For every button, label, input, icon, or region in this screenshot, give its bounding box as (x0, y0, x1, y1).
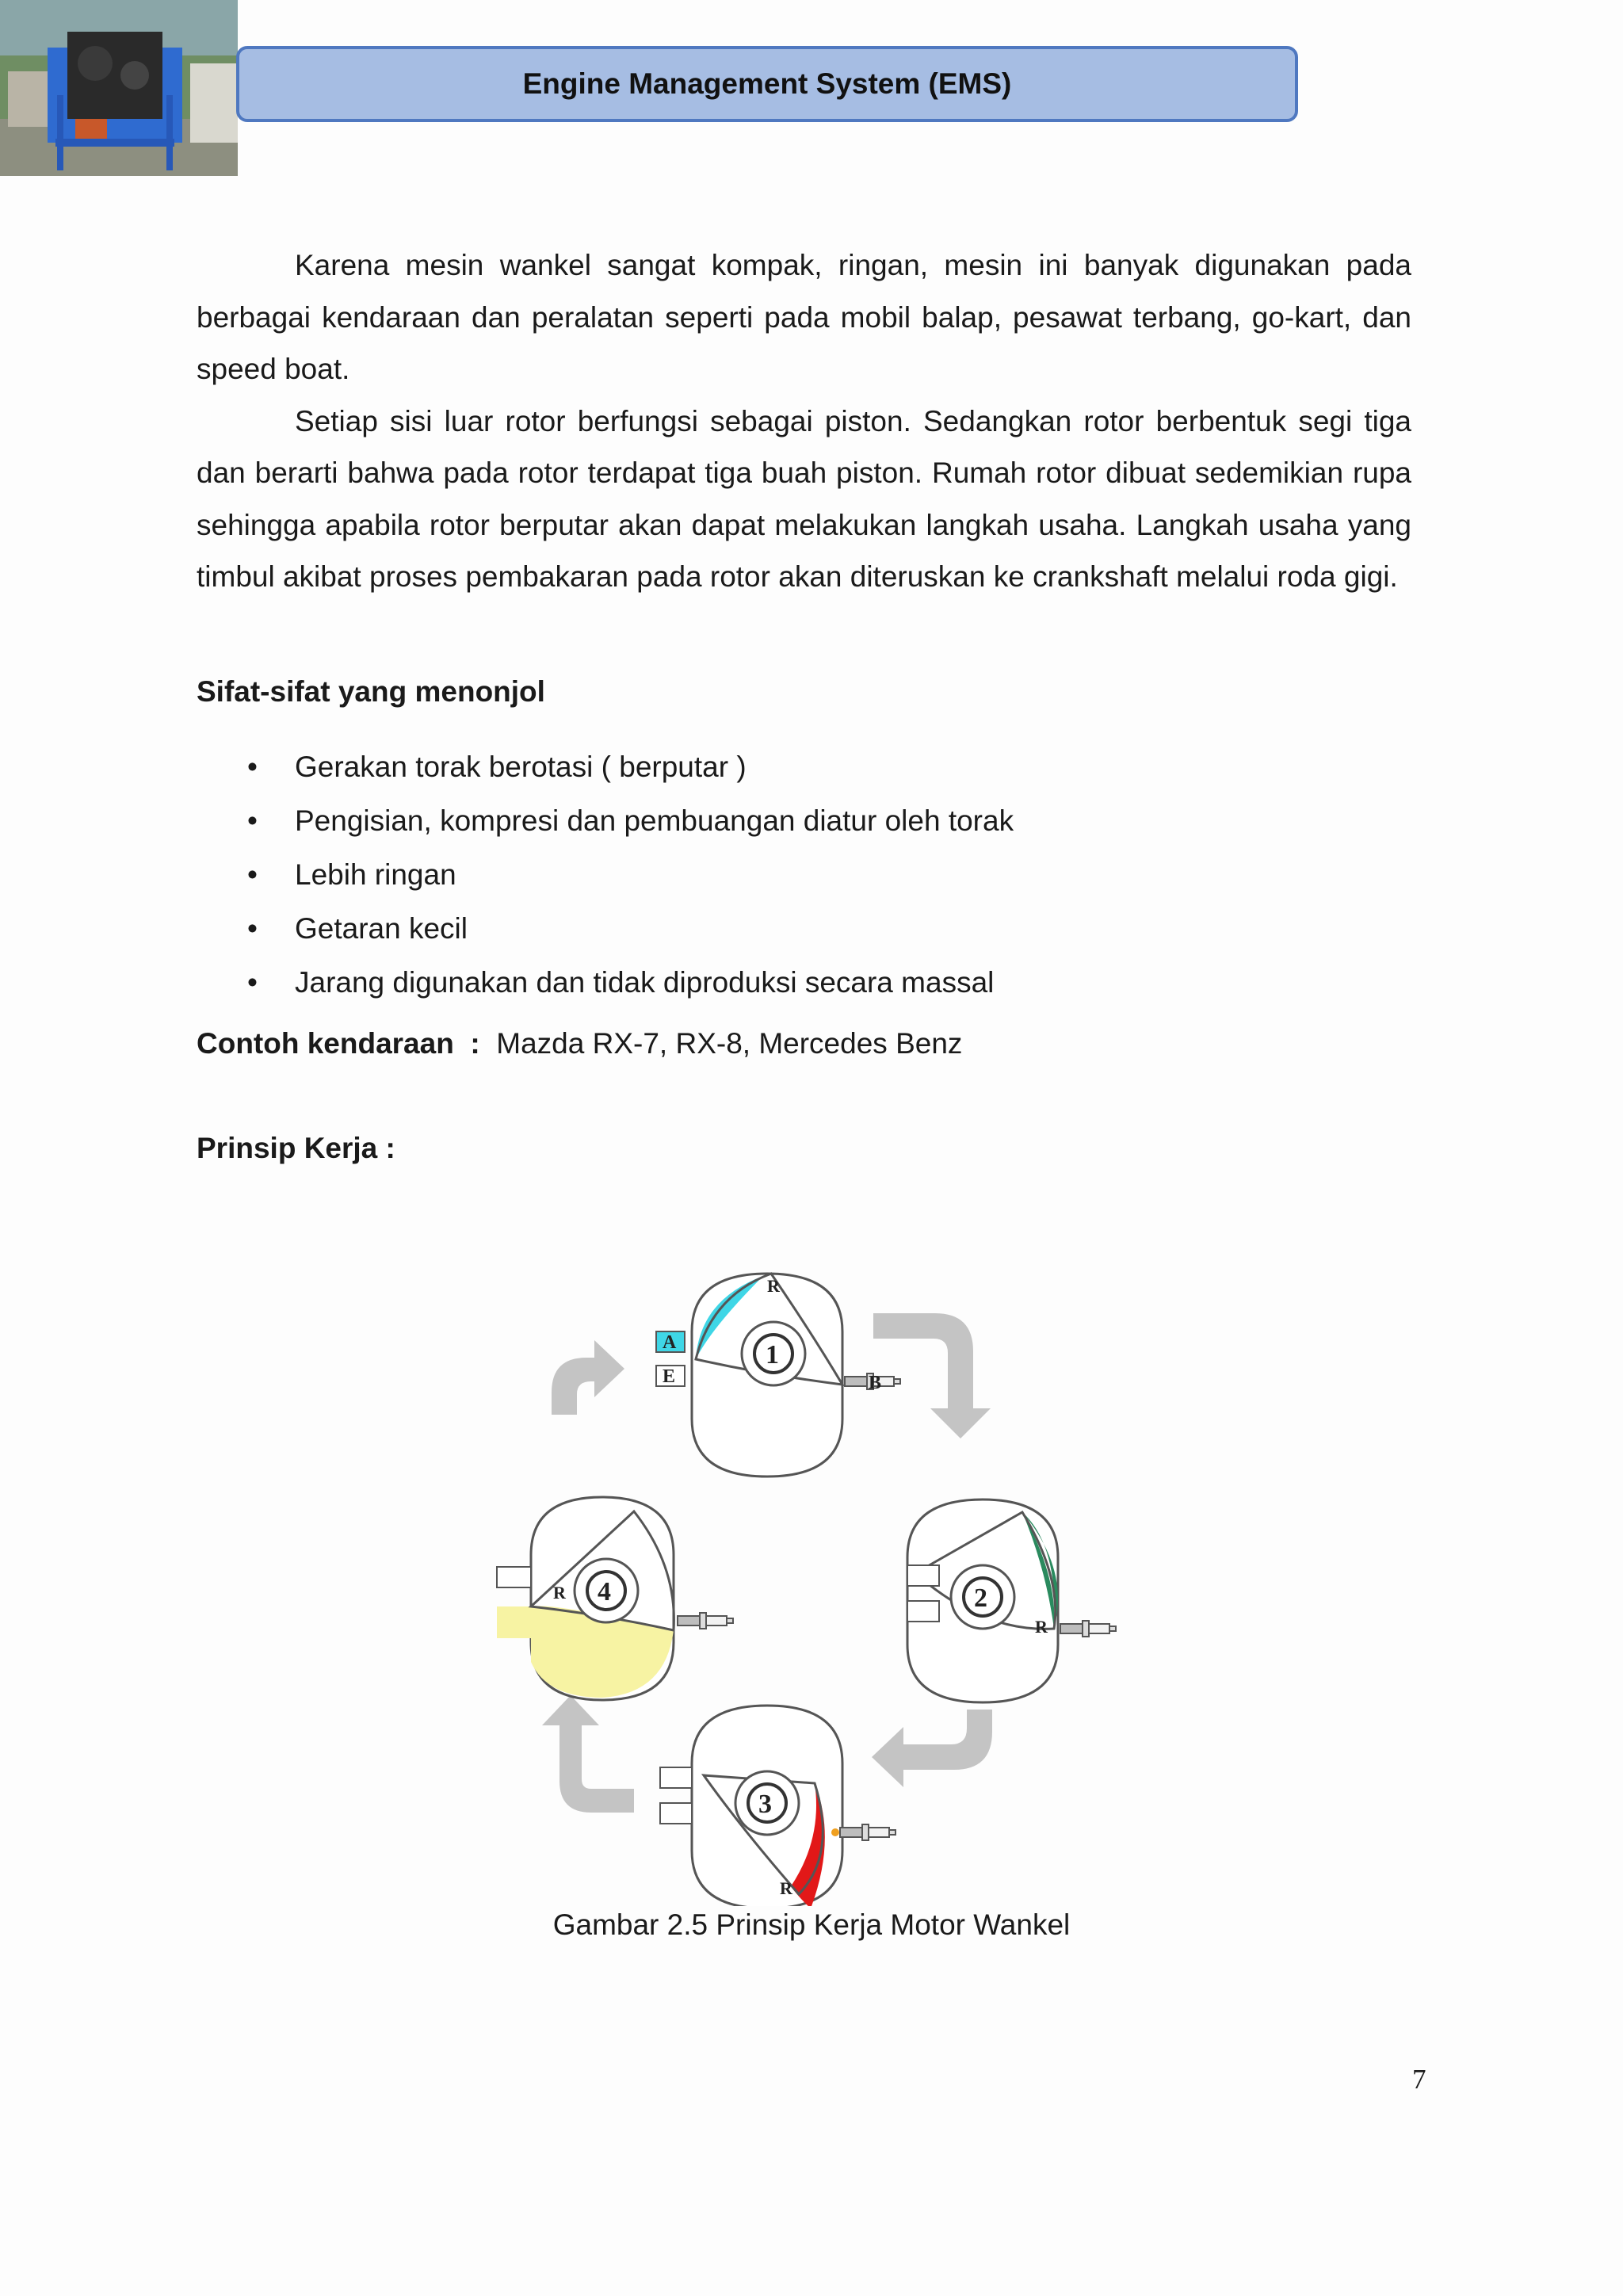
list-item-text: Getaran kecil (295, 912, 468, 945)
cycle-arrow (872, 1710, 992, 1787)
rotor-stage-3 (660, 1706, 896, 1906)
figure-caption: Gambar 2.5 Prinsip Kerja Motor Wankel (552, 1908, 1071, 1941)
list-item (197, 959, 1014, 1013)
list-item (197, 905, 1014, 959)
stage-number: 4 (598, 1577, 611, 1606)
rotor-stage-4 (497, 1497, 733, 1700)
plug-label: B (869, 1373, 882, 1393)
rotor-label: R (767, 1276, 780, 1296)
principle-heading: Prinsip Kerja : (197, 1132, 395, 1164)
stage-number: 1 (766, 1340, 779, 1370)
stage-number: 3 (758, 1790, 772, 1819)
list-item (197, 797, 1014, 851)
paragraph-1: Karena mesin wankel sangat kompak, ringan, mesin ini banyak digunakan pada berbagai kendaraan dan peralatan seperti pada mobil balap, pesawat terbang, go-kart, dan speed boat. (197, 249, 1411, 385)
exhaust-label: E (663, 1366, 676, 1387)
wankel-cycle-diagram (475, 1224, 1149, 1906)
rotor-label: R (1035, 1617, 1048, 1637)
cycle-arrow (552, 1340, 624, 1415)
rotor-label: R (553, 1583, 566, 1603)
list-item-text: Lebih ringan (295, 858, 456, 891)
list-item (197, 743, 1014, 797)
rotor-label: R (780, 1878, 792, 1898)
list-item (197, 851, 1014, 905)
paragraph-2: Setiap sisi luar rotor berfungsi sebagai piston. Sedangkan rotor berbentuk segi tiga dan berarti bahwa pada rotor terdapat tiga buah piston. Rumah rotor dibuat sedemikian rupa sehingga apabila rotor berputar akan dapat melakukan langkah usaha. Langkah usaha yang timbul akibat proses pembakaran pada rotor akan diteruskan ke crankshaft melalui roda gigi. (197, 404, 1411, 593)
features-list (197, 743, 1014, 1013)
example-label: Contoh kendaraan (197, 1027, 454, 1060)
bullet-icon: • (247, 751, 258, 783)
list-item-text: Pengisian, kompresi dan pembuangan diatur oleh torak (295, 804, 1014, 837)
bullet-icon: • (247, 858, 258, 891)
stage-number: 2 (974, 1584, 987, 1613)
bullet-icon: • (247, 912, 258, 945)
intake-label: A (663, 1332, 677, 1353)
example-vehicles (197, 1027, 962, 1060)
bullet-icon: • (247, 966, 258, 999)
rotor-stage-2 (907, 1499, 1116, 1702)
example-value: Mazda RX-7, RX-8, Mercedes Benz (496, 1027, 963, 1060)
bullet-icon: • (247, 804, 258, 837)
list-item-text: Gerakan torak berotasi ( berputar ) (295, 751, 747, 783)
header-bar (236, 46, 1298, 122)
rotor-stage-1 (656, 1274, 900, 1477)
features-heading: Sifat-sifat yang menonjol (197, 675, 545, 708)
header-title: Engine Management System (EMS) (522, 67, 1012, 100)
example-separator: : (470, 1027, 480, 1060)
engine-stand-photo (0, 0, 238, 176)
body-text (197, 239, 1411, 603)
list-item-text: Jarang digunakan dan tidak diproduksi secara massal (295, 966, 995, 999)
page-number: 7 (1412, 2064, 1426, 2095)
cycle-arrow (542, 1695, 634, 1813)
